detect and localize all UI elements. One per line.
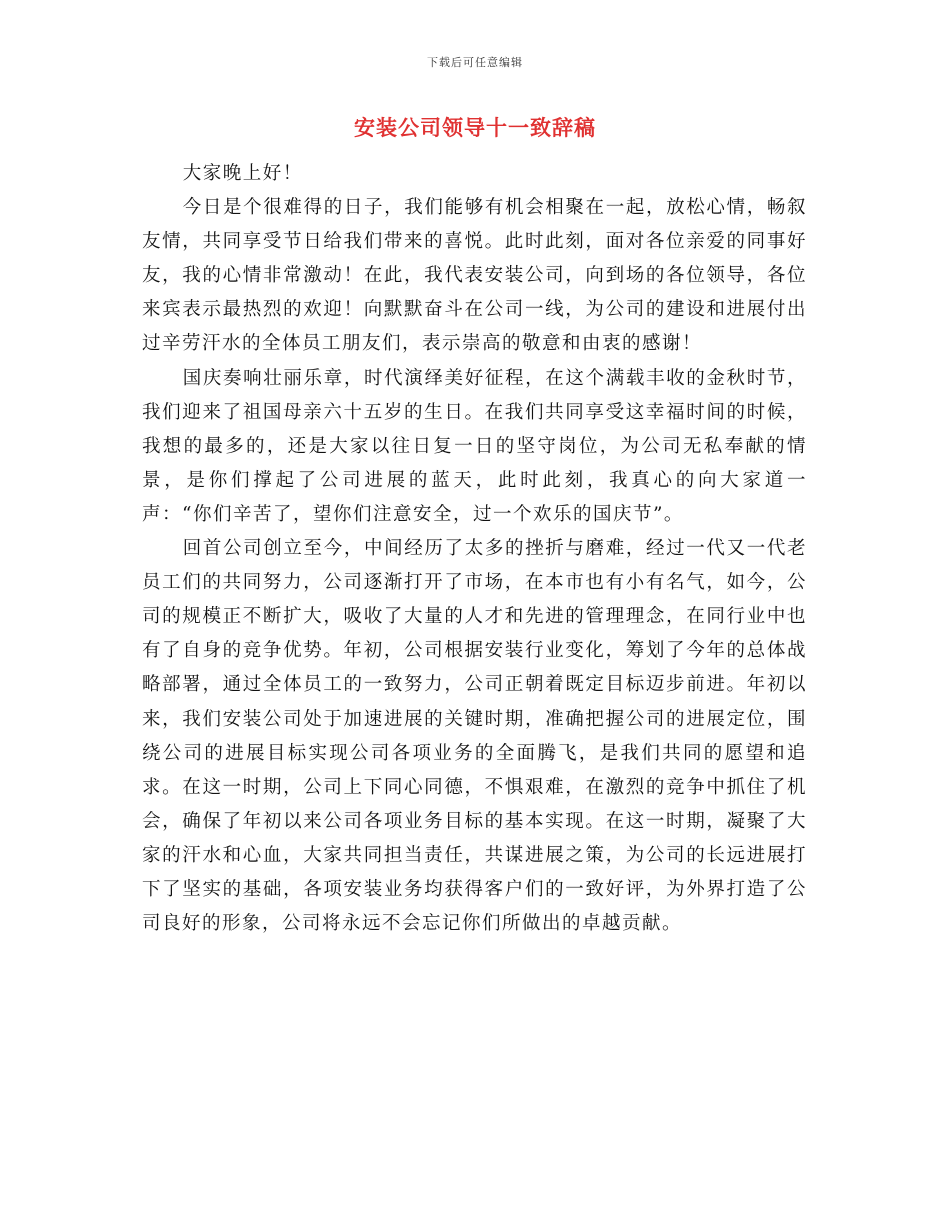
document-body — [142, 157, 807, 941]
greeting-paragraph: 大家晚上好！ — [182, 163, 303, 184]
body-paragraph: 回首公司创立至今，中间经历了太多的挫折与磨难，经过一代又一代老员工们的共同努力，公司逐渐打开了市场，在本市也有小有名气，如今，公司的规模正不断扩大，吸收了大量的人才和先进的管理理念，在同行业中也有了自身的竞争优势。年初，公司根据安装行业变化，筹划了今年的总体战略部署，通过全体员工的一致努力，公司正朝着既定目标迈步前进。年初以来，我们安装公司处于加速进展的关键时期，准确把握公司的进展定位，围绕公司的进展目标实现公司各项业务的全面腾飞，是我们共同的愿望和追求。在这一时期，公司上下同心同德，不惧艰难，在激烈的竞争中抓住了机会，确保了年初以来公司各项业务目标的基本实现。在这一时期，凝聚了大家的汗水和心血，大家共同担当责任，共谋进展之策，为公司的长远进展打下了坚实的基础，各项安装业务均获得客户们的一致好评，为外界打造了公司良好的形象，公司将永远不会忘记你们所做出的卓越贡献。 — [142, 538, 807, 935]
header-note: 下载后可任意编辑 — [427, 56, 523, 69]
body-paragraph: 国庆奏响壮丽乐章，时代演绎美好征程，在这个满载丰收的金秋时节，我们迎来了祖国母亲六十五岁的生日。在我们共同享受这幸福时间的时候，我想的最多的，还是大家以往日复一日的坚守岗位，为公司无私奉献的情景，是你们撑起了公司进展的蓝天，此时此刻，我真心的向大家道一声：“你们辛苦了，望你们注意安全，过一个欢乐的国庆节”。 — [142, 367, 807, 525]
body-paragraph: 今日是个很难得的日子，我们能够有机会相聚在一起，放松心情，畅叙友情，共同享受节日给我们带来的喜悦。此时此刻，面对各位亲爱的同事好友，我的心情非常激动！在此，我代表安装公司，向到场的各位领导，各位来宾表示最热烈的欢迎！向默默奋斗在公司一线，为公司的建设和进展付出过辛劳汗水的全体员工朋友们，表示崇高的敬意和由衷的感谢！ — [142, 197, 807, 355]
document-title: 安装公司领导十一致辞稿 — [354, 116, 596, 140]
